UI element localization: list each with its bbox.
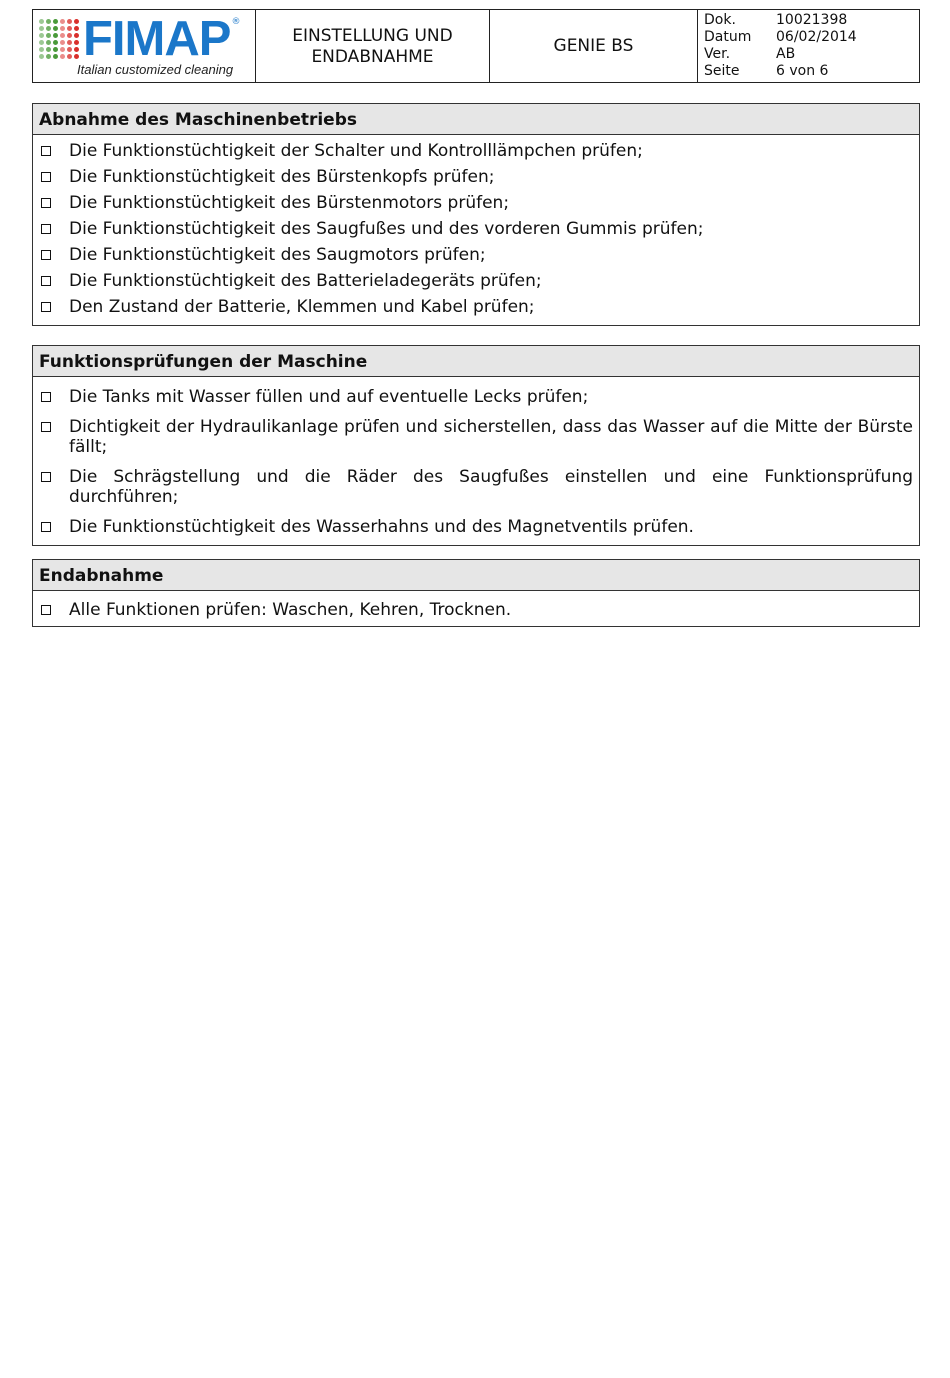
meta-key: Ver. [704, 46, 731, 62]
doc-title-cell [256, 10, 490, 82]
checkbox-icon [41, 472, 51, 482]
checkbox-icon [41, 392, 51, 402]
checklist-item [39, 219, 913, 239]
item-text: Den Zustand der Batterie, Klemmen und Kabel prüfen; [69, 297, 535, 317]
section-machine-operation [32, 103, 920, 326]
checklist-item [39, 167, 913, 187]
logo-dot [46, 47, 51, 52]
section-function-tests [32, 345, 920, 546]
checkbox-icon [41, 172, 51, 182]
meta-row-doc [704, 12, 919, 29]
meta-key: Datum [704, 29, 752, 45]
checkbox-icon [41, 224, 51, 234]
logo-dot [67, 19, 72, 24]
brand-tagline: Italian customized cleaning [77, 62, 234, 77]
logo-dot [46, 40, 51, 45]
meta-value: 10021398 [776, 12, 848, 28]
section-title: Endabnahme [33, 560, 919, 591]
item-text: Dichtigkeit der Hydraulikanlage prüfen und sicherstellen, dass das Wasser auf die Mitte der Bürste fällt; [69, 417, 913, 457]
logo-dot [67, 26, 72, 31]
logo-dot [67, 40, 72, 45]
item-text: Die Funktionstüchtigkeit des Bürstenkopfs prüfen; [69, 167, 495, 187]
checkbox-icon [41, 422, 51, 432]
logo-dot [60, 26, 65, 31]
checklist-item [39, 417, 913, 457]
doc-meta [698, 10, 919, 82]
checkbox-icon [41, 198, 51, 208]
meta-value: 6 von 6 [776, 63, 829, 79]
item-text: Die Tanks mit Wasser füllen und auf eventuelle Lecks prüfen; [69, 387, 589, 407]
checklist-item [39, 193, 913, 213]
checkbox-icon [41, 302, 51, 312]
logo-dot [74, 40, 79, 45]
logo-dot [53, 54, 58, 59]
checkbox-icon [41, 276, 51, 286]
logo-dot [39, 26, 44, 31]
checkbox-icon [41, 146, 51, 156]
meta-value: AB [776, 46, 796, 62]
document-header [32, 9, 920, 83]
item-text: Die Funktionstüchtigkeit des Saugmotors prüfen; [69, 245, 486, 265]
meta-row-date [704, 29, 919, 46]
logo-dot [39, 40, 44, 45]
logo-dot [67, 47, 72, 52]
item-text: Die Funktionstüchtigkeit der Schalter und Kontrolllämpchen prüfen; [69, 141, 643, 161]
meta-row-version [704, 46, 919, 63]
meta-value: 06/02/2014 [776, 29, 857, 45]
logo-dot [74, 19, 79, 24]
logo-dot [53, 26, 58, 31]
logo-dot [67, 33, 72, 38]
checklist-item [39, 297, 913, 317]
logo-dot [39, 19, 44, 24]
logo-dot [74, 26, 79, 31]
checklist-item [39, 600, 913, 620]
logo-dot [39, 33, 44, 38]
checkbox-icon [41, 605, 51, 615]
logo-cell [33, 10, 256, 82]
checkbox-icon [41, 522, 51, 532]
logo-dots-icon [39, 19, 80, 60]
checkbox-icon [41, 250, 51, 260]
model-name: GENIE BS [490, 10, 698, 82]
brand-name: FIMAP [83, 12, 231, 66]
checklist-item [39, 271, 913, 291]
item-text: Die Schrägstellung und die Räder des Saugfußes einstellen und eine Funktionsprüfung durchführen; [69, 467, 913, 507]
fimap-logo [39, 12, 241, 66]
checklist-item [39, 467, 913, 507]
logo-dot [39, 54, 44, 59]
section-title: Funktionsprüfungen der Maschine [33, 346, 919, 377]
registered-mark: ® [231, 17, 241, 27]
meta-row-page [704, 63, 919, 80]
logo-dot [53, 19, 58, 24]
section-final-acceptance [32, 559, 920, 627]
logo-dot [60, 33, 65, 38]
item-text: Die Funktionstüchtigkeit des Batterieladegeräts prüfen; [69, 271, 542, 291]
logo-dot [74, 47, 79, 52]
logo-dot [60, 47, 65, 52]
logo-dot [60, 19, 65, 24]
logo-dot [60, 54, 65, 59]
logo-dot [60, 40, 65, 45]
logo-dot [46, 19, 51, 24]
section-title: Abnahme des Maschinenbetriebs [33, 104, 919, 135]
checklist-item [39, 245, 913, 265]
logo-dot [39, 47, 44, 52]
meta-key: Seite [704, 63, 740, 79]
checklist-item [39, 517, 913, 537]
logo-dot [74, 54, 79, 59]
meta-key: Dok. [704, 12, 736, 28]
logo-dot [46, 26, 51, 31]
doc-title-line2: ENDABNAHME [311, 47, 434, 67]
checklist-item [39, 387, 913, 407]
logo-dot [67, 54, 72, 59]
checklist-item [39, 141, 913, 161]
logo-dot [53, 47, 58, 52]
doc-title-line1: EINSTELLUNG UND [292, 26, 453, 46]
logo-dot [46, 54, 51, 59]
item-text: Alle Funktionen prüfen: Waschen, Kehren, Trocknen. [69, 600, 512, 620]
logo-dot [46, 33, 51, 38]
logo-dot [74, 33, 79, 38]
item-text: Die Funktionstüchtigkeit des Saugfußes und des vorderen Gummis prüfen; [69, 219, 704, 239]
logo-dot [53, 40, 58, 45]
logo-dot [53, 33, 58, 38]
item-text: Die Funktionstüchtigkeit des Wasserhahns und des Magnetventils prüfen. [69, 517, 694, 537]
item-text: Die Funktionstüchtigkeit des Bürstenmotors prüfen; [69, 193, 510, 213]
